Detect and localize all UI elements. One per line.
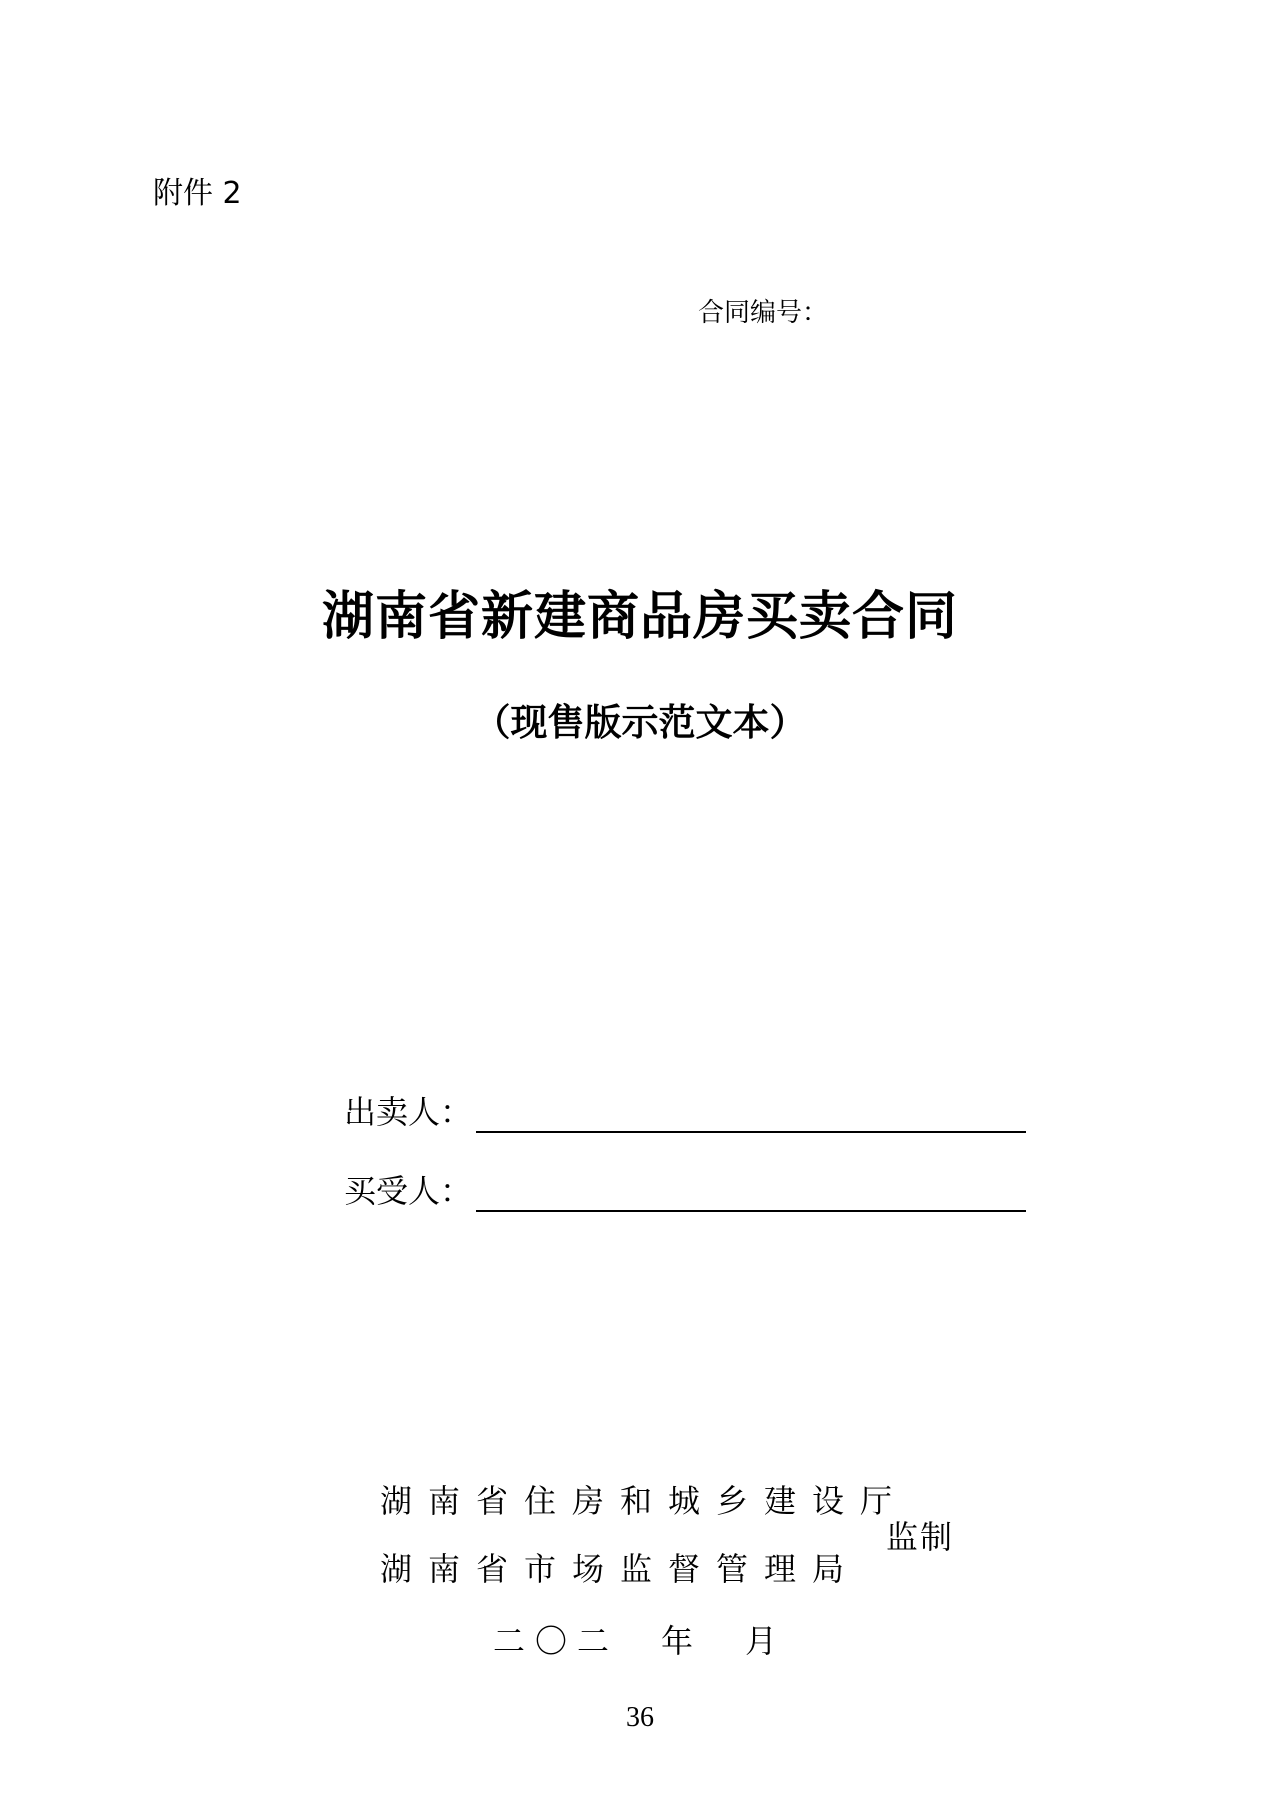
buyer-row: [344, 1166, 1026, 1212]
issue-date: 二〇二 年 月: [492, 1622, 787, 1660]
document-title: 湖南省新建商品房买卖合同: [321, 586, 958, 647]
document-subtitle: （现售版示范文本）: [473, 700, 807, 744]
issuing-agency-housing: 湖南省住房和城乡建设厅: [380, 1482, 909, 1520]
seller-fill-line: [476, 1097, 1026, 1133]
seller-row: [344, 1087, 1026, 1133]
attachment-label: 附件 2: [153, 176, 242, 211]
contract-number-label: 合同编号：: [698, 298, 829, 328]
supervise-label: 监制: [886, 1518, 955, 1556]
buyer-label: 买受人：: [344, 1172, 473, 1210]
seller-label: 出卖人：: [344, 1093, 473, 1131]
issuing-agency-market: 湖南省市场监督管理局: [380, 1550, 861, 1588]
page-number: 36: [626, 1702, 654, 1733]
buyer-fill-line: [476, 1176, 1026, 1212]
